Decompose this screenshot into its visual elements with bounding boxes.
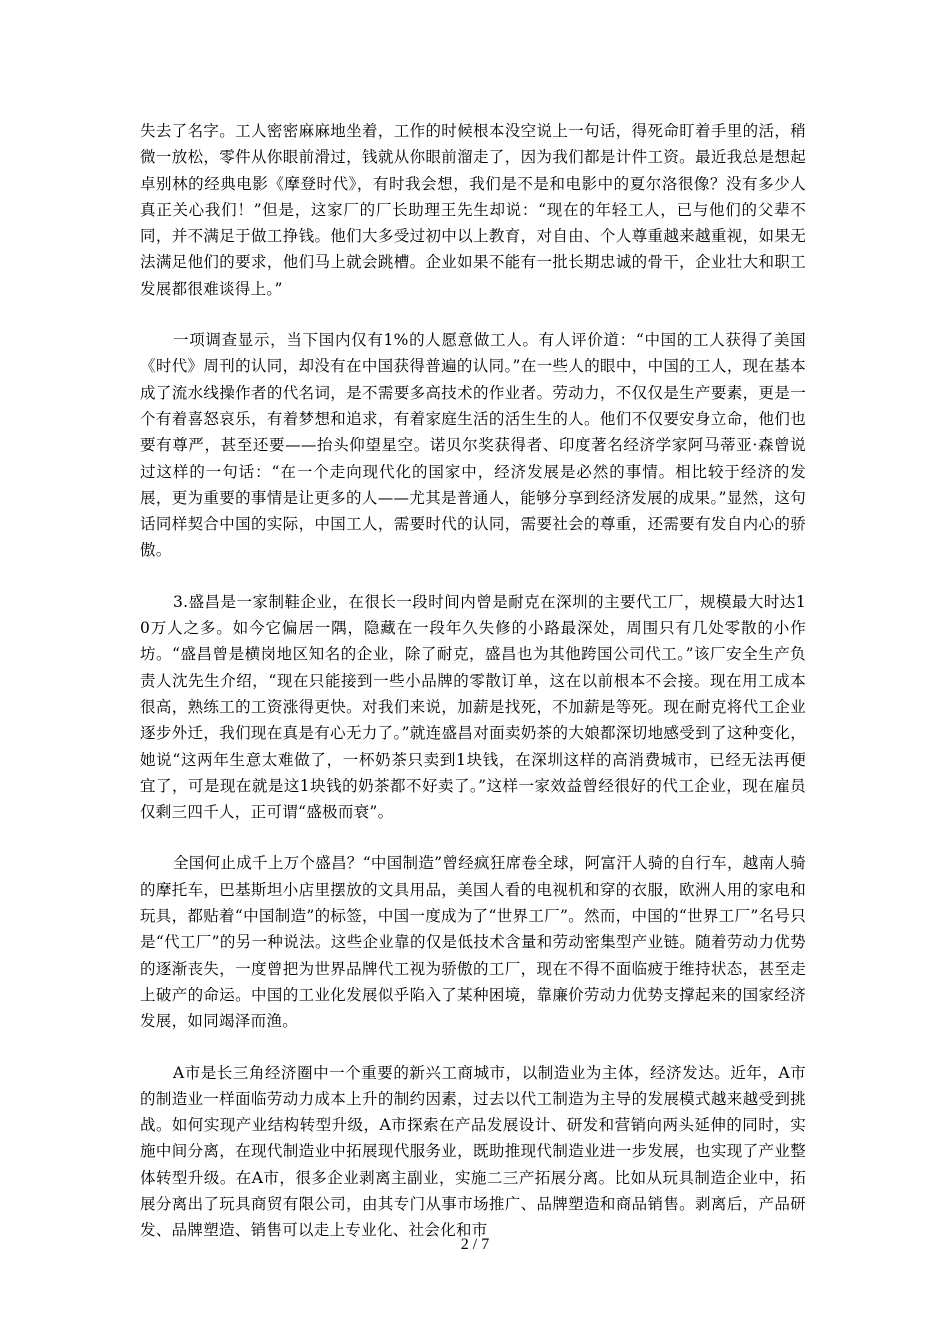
paragraph-gap xyxy=(140,302,806,327)
paragraph-2: 一项调查显示，当下国内仅有1%的人愿意做工人。有人评价道：“中国的工人获得了美国《时代》周刊的认同，却没有在中国获得普遍的认同。”在一些人的眼中，中国的工人，现在基本成了流水线操作者的代名词，是不需要多高技术的作业者。劳动力，不仅仅是生产要素，更是一个有着喜怒哀乐，有着梦想和追求，有着家庭生活的活生生的人。他们不仅要安身立命，他们也要有尊严，甚至还要——抬头仰望星空。诺贝尔奖获得者、印度著名经济学家阿马蒂亚·森曾说过这样的一句话：“在一个走向现代化的国家中，经济发展是必然的事情。相比较于经济的发展，更为重要的事情是让更多的人——尤其是普通人，能够分享到经济发展的成果。”显然，这句话同样契合中国的实际，中国工人，需要时代的认同，需要社会的尊重，还需要有发自内心的骄傲。 xyxy=(140,331,806,560)
paragraph-gap xyxy=(140,1035,806,1060)
paragraph-gap xyxy=(140,825,806,850)
paragraph-5: A市是长三角经济圈中一个重要的新兴工商城市，以制造业为主体，经济发达。近年，A市的制造业一样面临劳动力成本上升的制约因素，过去以代工制造为主导的发展模式越来越受到挑战。如何实现产业结构转型升级，A市探索在产品发展设计、研发和营销向两头延伸的同时，实施中间分离，在现代制造业中拓展现代服务业，既助推现代制造业进一步发展，也实现了产业整体转型升级。在A市，很多企业剥离主副业，实施二三产拓展分离。比如从玩具制造企业中，拓展分离出了玩具商贸有限公司，由其专门从事市场推广、品牌塑造和商品销售。剥离后，产品研发、品牌塑造、销售可以走上专业化、社会化和市 xyxy=(140,1063,806,1240)
paragraph-gap xyxy=(140,564,806,589)
paragraph-3: 3.盛昌是一家制鞋企业，在很长一段时间内曾是耐克在深圳的主要代工厂，规模最大时达10万人之多。如今它偏居一隅，隐藏在一段年久失修的小路最深处，周围只有几处零散的小作坊。“盛昌曾是横岗地区知名的企业，除了耐克，盛昌也为其他跨国公司代工。”该厂安全生产负责人沈先生介绍，“现在只能接到一些小品牌的零散订单，这在以前根本不会接。现在用工成本很高，熟练工的工资涨得更快。对我们来说，加薪是找死，不加薪是等死。现在耐克将代工企业逐步外迁，我们现在真是有心无力了。”就连盛昌对面卖奶茶的大娘都深切地感受到了这种变化，她说“这两年生意太难做了，一杯奶茶只卖到1块钱，在深圳这样的高消费城市，已经无法再便宜了，可是现在就是这1块钱的奶茶都不好卖了。”这样一家效益曾经很好的代工企业，现在雇员仅剩三四千人，正可谓“盛极而衰”。 xyxy=(140,592,806,822)
document-body xyxy=(140,118,806,1244)
paragraph-1: 失去了名字。工人密密麻麻地坐着，工作的时候根本没空说上一句话，得死命盯着手里的活，稍微一放松，零件从你眼前滑过，钱就从你眼前溜走了，因为我们都是计件工资。最近我总是想起卓别林的经典电影《摩登时代》，有时我会想，我们是不是和电影中的夏尔洛很像？没有多少人真正关心我们！”但是，这家厂的厂长助理王先生却说：“现在的年轻工人，已与他们的父辈不同，并不满足于做工挣钱。他们大多受过初中以上教育，对自由、个人尊重越来越重视，如果无法满足他们的要求，他们马上就会跳槽。企业如果不能有一批长期忠诚的骨干，企业壮大和职工发展都很难谈得上。” xyxy=(140,122,806,298)
paragraph-4: 全国何止成千上万个盛昌？“中国制造”曾经疯狂席卷全球，阿富汗人骑的自行车，越南人骑的摩托车，巴基斯坦小店里摆放的文具用品，美国人看的电视机和穿的衣服，欧洲人用的家电和玩具，都贴着“中国制造”的标签，中国一度成为了“世界工厂”。然而，中国的“世界工厂”名号只是“代工厂”的另一种说法。这些企业靠的仅是低技术含量和劳动密集型产业链。随着劳动力优势的逐渐丧失，一度曾把为世界品牌代工视为骄傲的工厂，现在不得不面临疲于维持状态，甚至走上破产的命运。中国的工业化发展似乎陷入了某种困境，靠廉价劳动力优势支撑起来的国家经济发展，如同竭泽而渔。 xyxy=(140,854,806,1031)
page-number: 2 / 7 xyxy=(460,1236,490,1253)
